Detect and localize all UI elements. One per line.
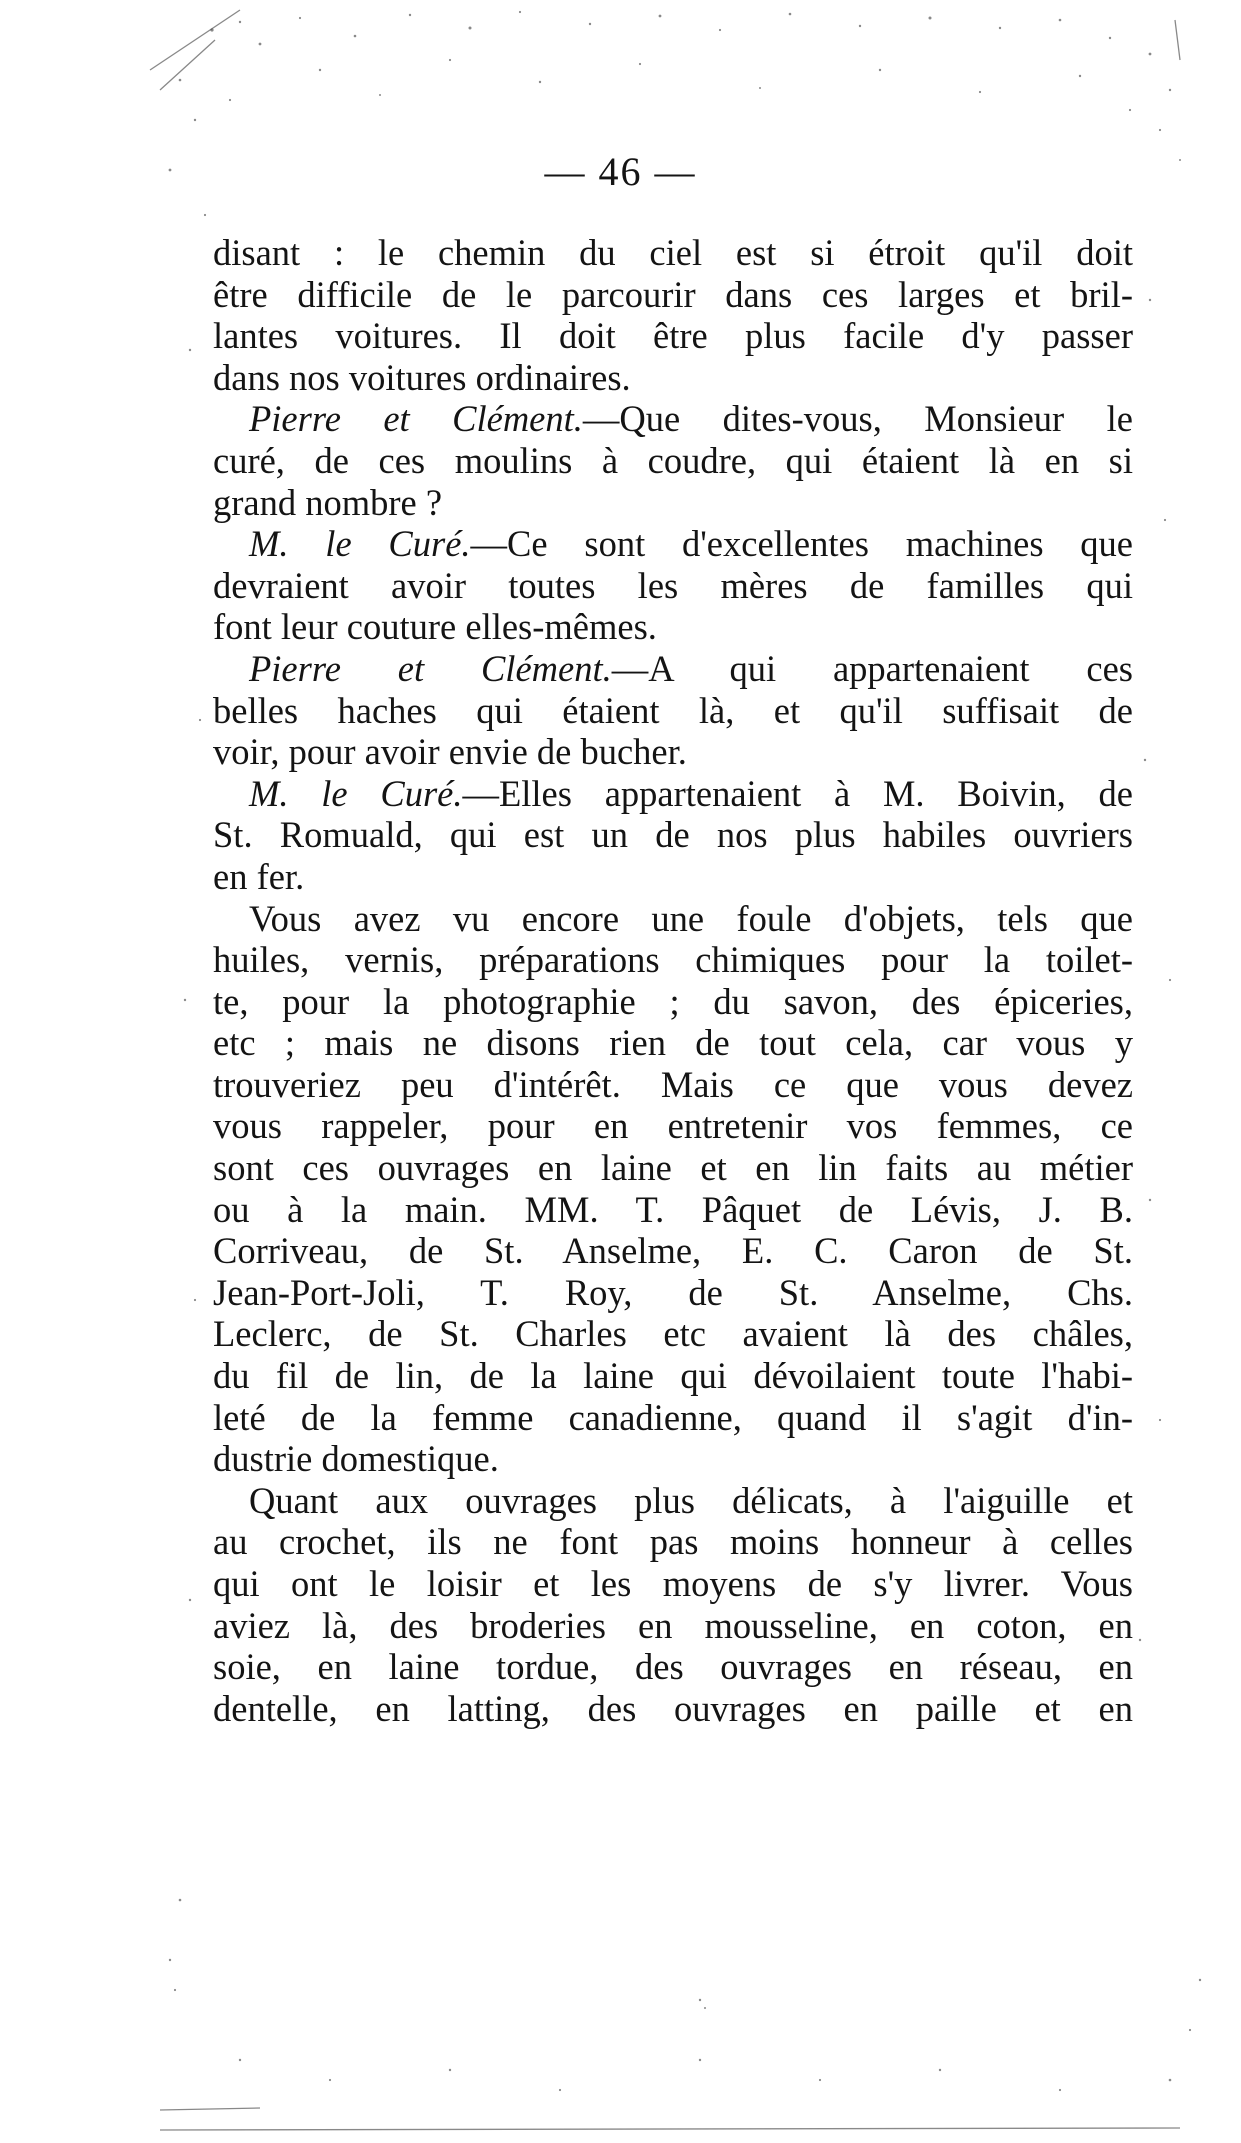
text-line <box>213 814 1133 856</box>
text-line <box>213 1563 1133 1605</box>
text-line <box>213 731 1133 773</box>
text-line <box>213 440 1133 482</box>
text-line <box>213 1438 1133 1480</box>
text-line <box>213 315 1133 357</box>
line-text: être difficile de le parcourir dans ces larges et bril- <box>213 273 1133 315</box>
text-line <box>213 939 1133 981</box>
line-text: —Que dites-vous, Monsieur le <box>582 398 1133 440</box>
text-line <box>213 357 1133 399</box>
speaker-name: M. le Curé. <box>249 772 463 814</box>
text-line <box>213 1272 1133 1314</box>
line-text: font leur couture elles-mêmes. <box>213 606 657 648</box>
text-line <box>213 1022 1133 1064</box>
text-line <box>213 232 1133 274</box>
text-line <box>213 981 1133 1023</box>
text-line <box>213 1646 1133 1688</box>
text-line <box>213 1313 1133 1355</box>
speaker-name: Pierre et Clément. <box>249 647 612 689</box>
line-text: huiles, vernis, préparations chimiques pour la toilet- <box>213 939 1133 981</box>
text-line <box>213 1189 1133 1231</box>
text-line <box>213 565 1133 607</box>
text-line <box>213 1064 1133 1106</box>
line-text: Vous avez vu encore une foule d'objets, tels que <box>249 897 1133 939</box>
text-line <box>213 856 1133 898</box>
line-text: qui ont le loisir et les moyens de s'y livrer. Vous <box>213 1563 1133 1604</box>
text-line <box>213 1397 1133 1439</box>
text-line <box>213 1105 1133 1147</box>
line-text: dentelle, en latting, des ouvrages en paille et en <box>213 1687 1133 1729</box>
text-line <box>213 398 1133 440</box>
line-text: St. Romuald, qui est un de nos plus habiles ouvriers <box>213 814 1133 856</box>
line-text: trouveriez peu d'intérêt. Mais ce que vous devez <box>213 1063 1133 1105</box>
text-line <box>213 898 1133 940</box>
speaker-name: M. le Curé. <box>249 523 471 565</box>
line-text: —A qui appartenaient ces <box>611 647 1134 689</box>
line-text: vous rappeler, pour en entretenir vos femmes, ce <box>213 1105 1133 1147</box>
text-line <box>213 1480 1133 1522</box>
line-text: lantes voitures. Il doit être plus facile d'y passer <box>213 315 1133 357</box>
text-line <box>213 523 1133 565</box>
text-line <box>213 773 1133 815</box>
line-text: en fer. <box>213 855 305 897</box>
text-line <box>213 606 1133 648</box>
line-text: du fil de lin, de la laine qui dévoilaient toute l'habi- <box>213 1355 1133 1397</box>
page-number: — 46 — <box>544 149 697 194</box>
line-text: disant : le chemin du ciel est si étroit qu'il doit <box>213 232 1133 273</box>
line-text: belles haches qui étaient là, et qu'il suffisait de <box>213 689 1133 731</box>
line-text: te, pour la photographie ; du savon, des épiceries, <box>213 980 1133 1022</box>
line-text: voir, pour avoir envie de bucher. <box>213 731 687 773</box>
line-text: ou à la main. MM. T. Pâquet de Lévis, J. B. <box>213 1188 1133 1230</box>
text-line <box>213 1355 1133 1397</box>
line-text: leté de la femme canadienne, quand il s'agit d'in- <box>213 1396 1133 1438</box>
text-line <box>213 1605 1133 1647</box>
line-text: Corriveau, de St. Anselme, E. C. Caron de St. <box>213 1230 1133 1272</box>
line-text: —Elles appartenaient à M. Boivin, de <box>462 772 1133 814</box>
text-line <box>213 690 1133 732</box>
text-line <box>213 482 1133 524</box>
text-line <box>213 274 1133 316</box>
body-text <box>213 232 1133 1729</box>
line-text: dustrie domestique. <box>213 1438 499 1480</box>
line-text: Leclerc, de St. Charles etc avaient là des châles, <box>213 1313 1133 1355</box>
text-line <box>213 1147 1133 1189</box>
line-text: devraient avoir toutes les mères de familles qui <box>213 564 1133 606</box>
line-text: Jean-Port-Joli, T. Roy, de St. Anselme, Chs. <box>213 1271 1133 1313</box>
line-text: etc ; mais ne disons rien de tout cela, car vous y <box>213 1022 1133 1064</box>
text-line <box>213 1688 1133 1730</box>
line-text: aviez là, des broderies en mousseline, en coton, en <box>213 1604 1133 1646</box>
text-line <box>213 1521 1133 1563</box>
line-text: —Ce sont d'excellentes machines que <box>470 523 1134 565</box>
line-text: Quant aux ouvrages plus délicats, à l'aiguille et <box>249 1479 1133 1521</box>
line-text: grand nombre ? <box>213 481 443 523</box>
text-line <box>213 1230 1133 1272</box>
line-text: soie, en laine tordue, des ouvrages en réseau, en <box>213 1646 1133 1688</box>
line-text: dans nos voitures ordinaires. <box>213 356 631 398</box>
line-text: curé, de ces moulins à coudre, qui étaient là en si <box>213 439 1133 481</box>
line-text: au crochet, ils ne font pas moins honneur à celles <box>213 1521 1133 1563</box>
line-text: sont ces ouvrages en laine et en lin faits au métier <box>213 1147 1133 1189</box>
speaker-name: Pierre et Clément. <box>249 398 583 440</box>
text-line <box>213 648 1133 690</box>
